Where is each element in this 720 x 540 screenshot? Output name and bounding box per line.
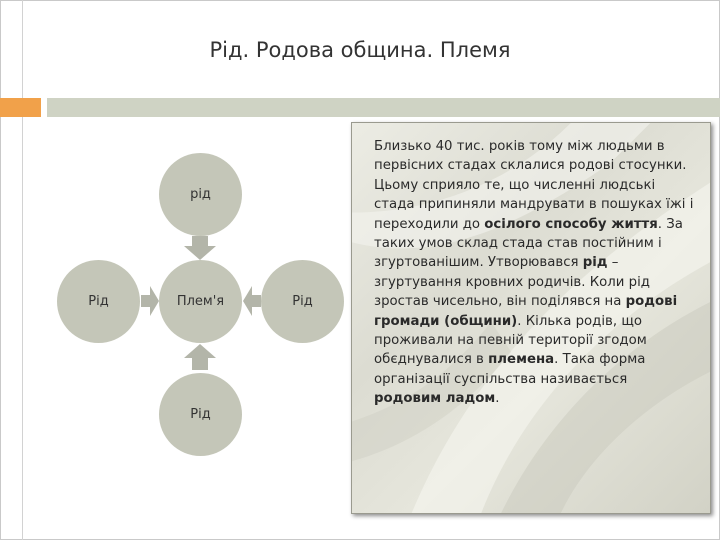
arrow-left-icon (243, 286, 261, 316)
accent-bar-gray (47, 98, 720, 117)
accent-bar-orange (0, 98, 41, 117)
description-textbox (351, 122, 711, 514)
diagram-label-bottom: Рід (190, 407, 211, 422)
diagram-circle-right (261, 260, 344, 343)
diagram-circle-top (159, 153, 242, 236)
diagram-label-right: Рід (292, 294, 313, 309)
diagram-circle-bottom (159, 373, 242, 456)
diagram-circle-left (57, 260, 140, 343)
diagram-circle-center (159, 260, 242, 343)
diagram-label-left: Рід (88, 294, 109, 309)
left-rule (22, 0, 23, 540)
diagram-label-top: рід (190, 187, 211, 202)
arrow-right-icon (141, 286, 159, 316)
slide-title: Рід. Родова община. Племя (209, 38, 511, 62)
diagram-label-center: Плем'я (176, 294, 225, 309)
arrow-down-icon (184, 236, 216, 260)
arrow-up-icon (184, 344, 216, 370)
description-text: Близько 40 тис. років тому між людьми в первісних стадах склалися родові стосунки. Цьому сприяло те, що численні людські стада припиняли мандрувати в пошуках їжі і переходили до осілого способу життя. За таких умов склад стада став постійним і згуртованішим. Утворювався рід – згуртування кровних родичів. Коли рід зростав чисельно, він поділявся на родові громади (общини). Кілька родів, що проживали на певній території згодом обєднувалися в племена. Така форма організації суспільства називається родовим ладом. (374, 139, 694, 407)
